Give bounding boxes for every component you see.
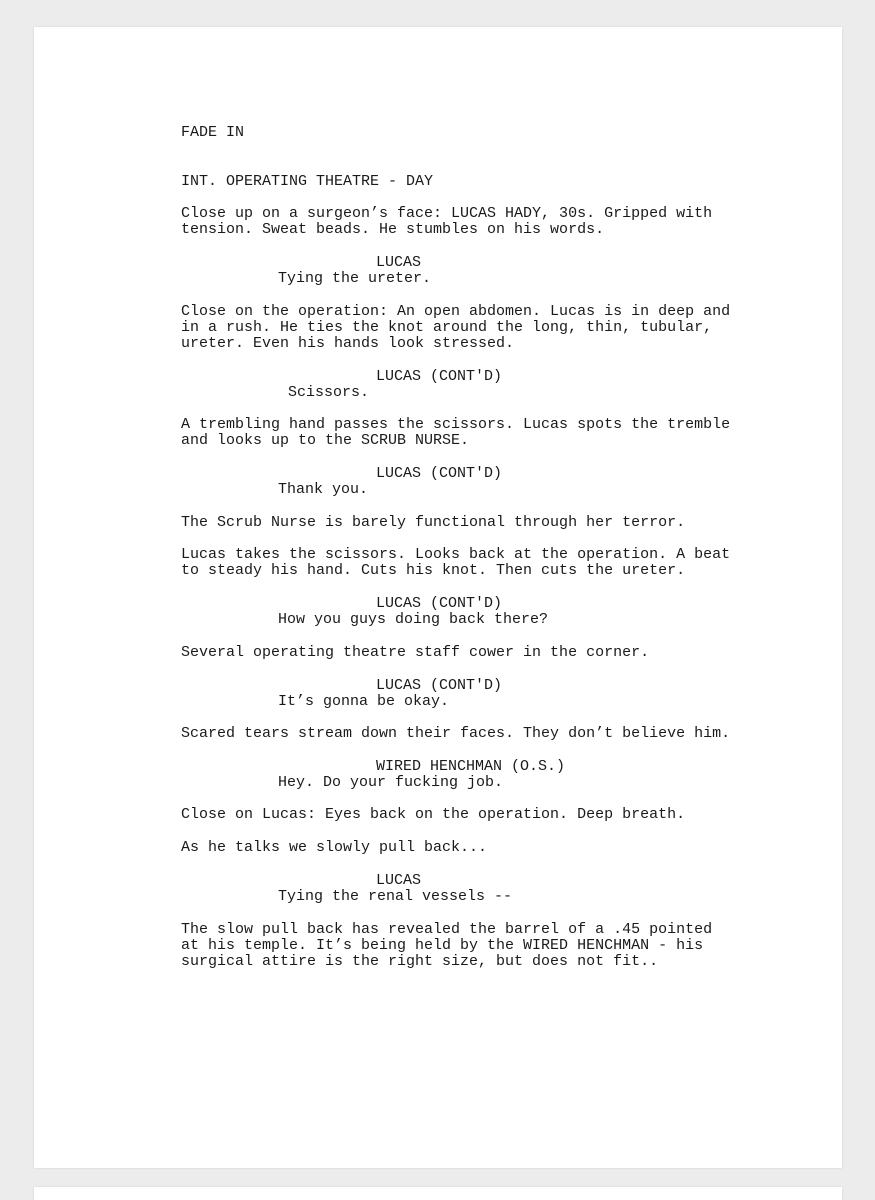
action-line: at his temple. It’s being held by the WIRED HENCHMAN - his [181,937,704,954]
character-name: LUCAS (CONT'D) [376,595,503,612]
action-line: Close on the operation: An open abdomen. Lucas is in deep and [181,303,731,320]
action-line: to steady his hand. Cuts his knot. Then cuts the ureter. [181,562,686,579]
scene-heading: INT. OPERATING THEATRE - DAY [181,173,434,190]
action-line: and looks up to the SCRUB NURSE. [181,432,470,449]
action-line: The slow pull back has revealed the barrel of a .45 pointed [181,921,713,938]
action-line: Scared tears stream down their faces. They don’t believe him. [181,725,731,742]
dialogue: Hey. Do your fucking job. [278,774,504,791]
character-name: LUCAS (CONT'D) [376,465,503,482]
dialogue: Scissors. [288,384,370,401]
action-line: surgical attire is the right size, but does not fit.. [181,953,659,970]
character-name: LUCAS [376,254,422,271]
script-page [34,27,842,1168]
character-name: LUCAS (CONT'D) [376,677,503,694]
dialogue: Tying the ureter. [278,270,432,287]
action-line: Several operating theatre staff cower in the corner. [181,644,650,661]
next-page-edge [34,1187,842,1200]
action-line: The Scrub Nurse is barely functional through her terror. [181,514,686,531]
action-line: ureter. Even his hands look stressed. [181,335,515,352]
character-name: WIRED HENCHMAN (O.S.) [376,758,566,775]
action-line: As he talks we slowly pull back... [181,839,488,856]
transition: FADE IN [181,124,245,141]
character-name: LUCAS (CONT'D) [376,368,503,385]
dialogue: Tying the renal vessels -- [278,888,513,905]
action-line: Close on Lucas: Eyes back on the operation. Deep breath. [181,806,686,823]
dialogue: It’s gonna be okay. [278,693,450,710]
action-line: tension. Sweat beads. He stumbles on his words. [181,221,605,238]
dialogue: Thank you. [278,481,369,498]
action-line: A trembling hand passes the scissors. Lucas spots the tremble [181,416,731,433]
action-line: in a rush. He ties the knot around the long, thin, tubular, [181,319,713,336]
action-line: Lucas takes the scissors. Looks back at the operation. A beat [181,546,731,563]
action-line: Close up on a surgeon’s face: LUCAS HADY, 30s. Gripped with [181,205,713,222]
character-name: LUCAS [376,872,422,889]
dialogue: How you guys doing back there? [278,611,549,628]
